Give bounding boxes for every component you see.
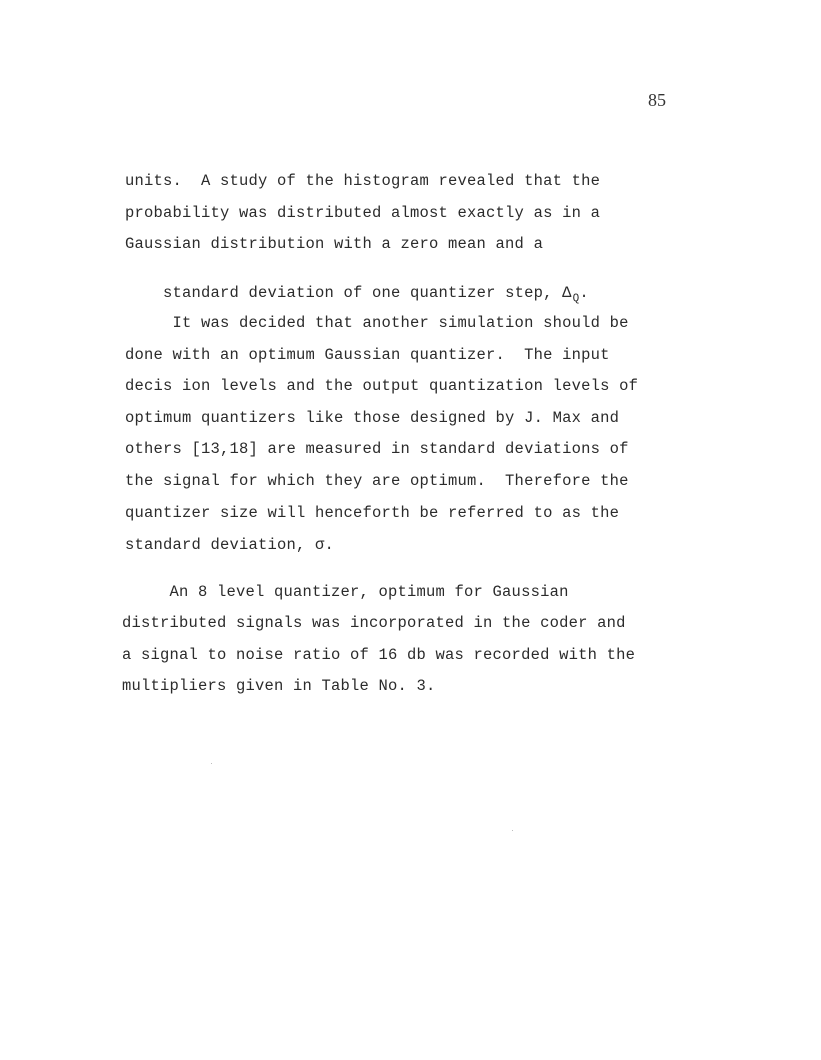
text-line: Gaussian distribution with a zero mean and a: [125, 235, 544, 253]
text-line: [125, 266, 589, 320]
text-line: quantizer size will henceforth be referred to as the: [125, 504, 620, 522]
text-line: optimum quantizers like those designed by J. Max and: [125, 409, 620, 427]
text-line: standard deviation, σ.: [125, 536, 335, 554]
text-line: distributed signals was incorporated in the coder and: [122, 614, 626, 632]
page-number: 85: [648, 90, 666, 110]
scan-speck: [211, 763, 212, 764]
text-line: probability was distributed almost exactly as in a: [125, 204, 601, 222]
text-line: It was decided that another simulation should be: [125, 314, 629, 332]
text-line: others [13,18] are measured in standard deviations of: [125, 440, 629, 458]
text-segment: standard deviation of one quantizer step, Δ: [163, 284, 572, 302]
text-line: done with an optimum Gaussian quantizer. The input: [125, 346, 610, 364]
text-line: multipliers given in Table No. 3.: [122, 677, 436, 695]
text-line: An 8 level quantizer, optimum for Gaussian: [122, 583, 569, 601]
subscript: Q: [572, 293, 580, 305]
scan-speck: [512, 830, 513, 831]
text-segment: .: [579, 284, 589, 302]
text-line: the signal for which they are optimum. Therefore the: [125, 472, 629, 490]
text-line: a signal to noise ratio of 16 db was recorded with the: [122, 646, 636, 664]
text-line: decis ion levels and the output quantization levels of: [125, 377, 639, 395]
text-line: units. A study of the histogram revealed that the: [125, 172, 601, 190]
